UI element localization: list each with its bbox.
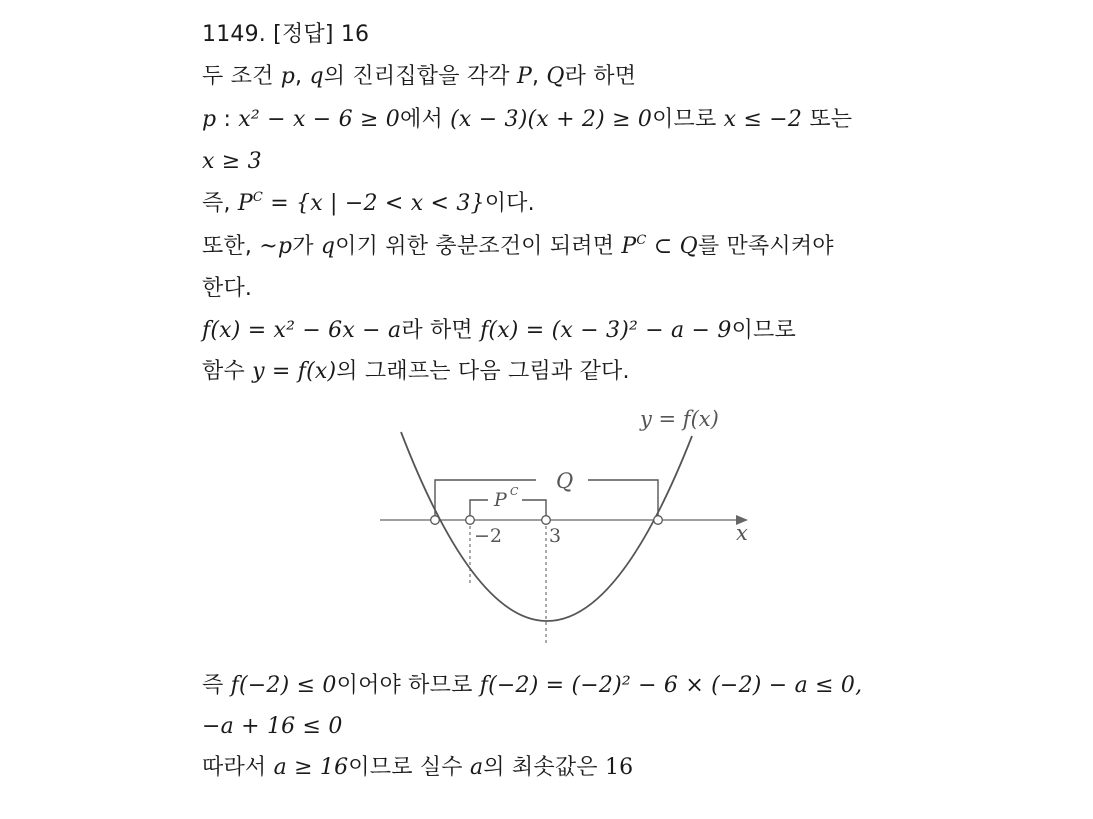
point-neg2 — [466, 516, 475, 525]
text-line-6: 한다. — [202, 276, 253, 301]
problem-header: 1149. [정답] 16 — [202, 22, 370, 47]
text-line-4: 즉, $P^C = \{x$ | −2 < x < 3}이다. — [202, 189, 535, 216]
text-line-9: 즉 f(−2) ≤ 0이어야 하므로 f(−2) = (−2)² − 6 × (−2) − a ≤ 0, — [202, 673, 863, 698]
tick-label-3: 3 — [549, 525, 562, 547]
curve-label: y = f(x) — [640, 407, 719, 431]
text-line-1: 두 조건 p, q의 진리집합을 각각 P, Q라 하면 — [202, 64, 637, 89]
x-axis-label: x — [736, 521, 748, 545]
bracket-Q-right — [588, 480, 658, 520]
tick-label-neg2: −2 — [474, 525, 503, 547]
text-line-7: f(x) = x² − 6x − a라 하면 f(x) = (x − 3)² − a − 9이므로 — [202, 318, 796, 343]
text-line-5: 또한, ~p가 q이기 위한 충분조건이 되려면 $P^C$ ⊂ Q를 만족시켜야 — [202, 232, 834, 259]
bracket-Q-label: Q — [556, 469, 574, 493]
root-right-point — [654, 516, 663, 525]
text-line-10: −a + 16 ≤ 0 — [202, 714, 343, 739]
point-3 — [542, 516, 551, 525]
text-line-8: 함수 y = f(x)의 그래프는 다음 그림과 같다. — [202, 359, 630, 384]
root-left-point — [431, 516, 440, 525]
bracket-P-sup: C — [510, 485, 519, 498]
text-line-3: x ≥ 3 — [202, 149, 262, 174]
text-line-2: p : x² − x − 6 ≥ 0에서 (x − 3)(x + 2) ≥ 0이므로 x ≤ −2 또는 — [202, 107, 853, 132]
parabola-figure — [370, 398, 770, 658]
bracket-P-label: P — [494, 489, 507, 511]
answer-value: 16 — [604, 755, 634, 780]
text-line-11: 따라서 a ≥ 16이므로 실수 a의 최솟값은 16 — [202, 755, 634, 780]
